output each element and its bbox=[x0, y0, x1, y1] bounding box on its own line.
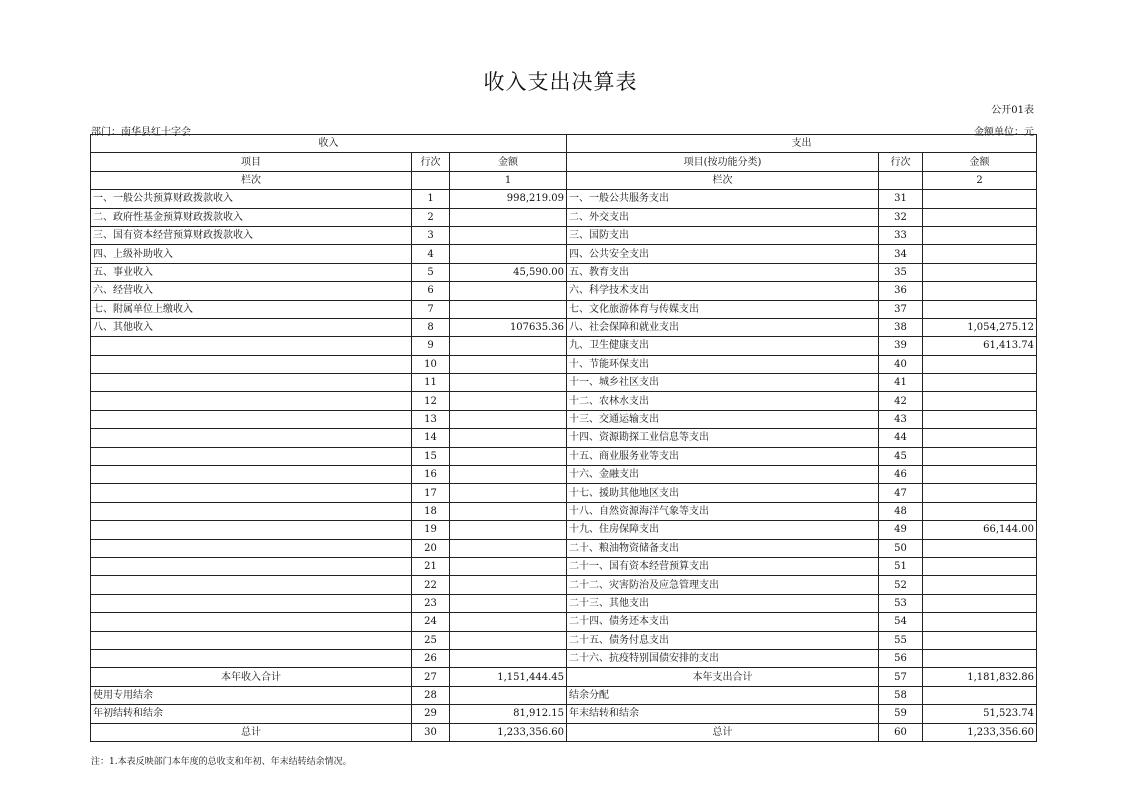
expense-row-no-cell: 36 bbox=[879, 282, 923, 300]
income-row-no-cell: 11 bbox=[412, 374, 450, 392]
table-row bbox=[91, 337, 1037, 355]
expense-amount-cell bbox=[923, 631, 1037, 649]
income-amount-cell bbox=[450, 374, 567, 392]
income-amount-cell bbox=[450, 631, 567, 649]
expense-row-no-cell: 34 bbox=[879, 245, 923, 263]
expense-item-cell: 十六、金融支出 bbox=[567, 466, 879, 484]
income-row-no-cell: 8 bbox=[412, 318, 450, 336]
expense-amount-cell bbox=[923, 355, 1037, 373]
expense-item-cell: 二十一、国有资本经营预算支出 bbox=[567, 557, 879, 575]
income-summary-amount bbox=[450, 686, 567, 704]
table-row bbox=[91, 594, 1037, 612]
income-row-no-cell: 6 bbox=[412, 282, 450, 300]
expense-row-no-cell: 40 bbox=[879, 355, 923, 373]
expense-row-no-cell: 50 bbox=[879, 539, 923, 557]
expense-item-cell: 二十六、抗疫特别国债安排的支出 bbox=[567, 649, 879, 667]
expense-row-no-cell: 37 bbox=[879, 300, 923, 318]
empty-cell bbox=[879, 171, 923, 189]
table-row bbox=[91, 484, 1037, 502]
expense-amount-cell bbox=[923, 429, 1037, 447]
expense-summary-amount bbox=[923, 686, 1037, 704]
form-number: 公开01表 bbox=[991, 105, 1034, 116]
expense-row-no-cell: 58 bbox=[879, 686, 923, 704]
summary-row bbox=[91, 686, 1037, 704]
expense-summary-label: 总计 bbox=[567, 723, 879, 741]
income-amount-cell bbox=[450, 300, 567, 318]
income-amount-cell bbox=[450, 226, 567, 244]
income-row-no-cell: 23 bbox=[412, 594, 450, 612]
income-item-cell bbox=[91, 466, 412, 484]
expense-amount-cell: 61,413.74 bbox=[923, 337, 1037, 355]
table-row bbox=[91, 521, 1037, 539]
expense-item-cell: 七、文化旅游体育与传媒支出 bbox=[567, 300, 879, 318]
table-row bbox=[91, 429, 1037, 447]
income-amount-cell bbox=[450, 245, 567, 263]
income-amount-cell bbox=[450, 410, 567, 428]
table-row bbox=[91, 318, 1037, 336]
income-row-no-cell: 17 bbox=[412, 484, 450, 502]
income-summary-label: 本年收入合计 bbox=[91, 668, 412, 686]
summary-row bbox=[91, 705, 1037, 723]
income-item-cell bbox=[91, 594, 412, 612]
income-row-no-cell: 21 bbox=[412, 557, 450, 575]
expense-item-cell: 四、公共安全支出 bbox=[567, 245, 879, 263]
income-amount-cell bbox=[450, 484, 567, 502]
income-amount-cell: 45,590.00 bbox=[450, 263, 567, 281]
expense-row-no-cell: 33 bbox=[879, 226, 923, 244]
expense-amount-cell bbox=[923, 263, 1037, 281]
expense-amount-cell bbox=[923, 594, 1037, 612]
income-row-no-cell: 7 bbox=[412, 300, 450, 318]
expense-amount-cell bbox=[923, 649, 1037, 667]
table-row bbox=[91, 226, 1037, 244]
summary-row bbox=[91, 723, 1037, 741]
income-item-cell: 七、附属单位上缴收入 bbox=[91, 300, 412, 318]
table-row bbox=[91, 208, 1037, 226]
expense-item-cell: 一、一般公共服务支出 bbox=[567, 190, 879, 208]
expense-summary-label: 结余分配 bbox=[567, 686, 879, 704]
empty-cell bbox=[412, 171, 450, 189]
income-item-cell bbox=[91, 337, 412, 355]
income-amount-cell bbox=[450, 208, 567, 226]
income-row-no-cell: 29 bbox=[412, 705, 450, 723]
income-summary-label: 年初结转和结余 bbox=[91, 705, 412, 723]
expense-row-no-cell: 48 bbox=[879, 502, 923, 520]
expense-amount-cell bbox=[923, 484, 1037, 502]
income-row-no-cell: 22 bbox=[412, 576, 450, 594]
expense-amount-cell bbox=[923, 208, 1037, 226]
expense-amount-cell bbox=[923, 539, 1037, 557]
currency-unit-label: 金额单位：元 bbox=[974, 127, 1034, 138]
income-row-no-cell: 3 bbox=[412, 226, 450, 244]
income-item-cell: 三、国有资本经营预算财政拨款收入 bbox=[91, 226, 412, 244]
expense-amount-cell bbox=[923, 282, 1037, 300]
expense-item-cell: 十三、交通运输支出 bbox=[567, 410, 879, 428]
expense-item-cell: 二十五、债务付息支出 bbox=[567, 631, 879, 649]
income-row-no-cell: 5 bbox=[412, 263, 450, 281]
income-lanci-label: 栏次 bbox=[91, 171, 412, 189]
expense-row-no-cell: 55 bbox=[879, 631, 923, 649]
income-amount-cell bbox=[450, 613, 567, 631]
expense-row-no-cell: 52 bbox=[879, 576, 923, 594]
income-row-no-cell: 4 bbox=[412, 245, 450, 263]
income-row-no-cell: 25 bbox=[412, 631, 450, 649]
page-title: 收入支出决算表 bbox=[483, 70, 638, 94]
expense-item-cell: 二十、粮油物资储备支出 bbox=[567, 539, 879, 557]
income-row-no-cell: 16 bbox=[412, 466, 450, 484]
section-header-row bbox=[91, 135, 1037, 153]
expense-row-no-cell: 31 bbox=[879, 190, 923, 208]
income-item-cell bbox=[91, 355, 412, 373]
column-index-row bbox=[91, 171, 1037, 189]
income-item-cell bbox=[91, 392, 412, 410]
table-row bbox=[91, 300, 1037, 318]
income-amount-cell bbox=[450, 282, 567, 300]
expense-item-cell: 二十三、其他支出 bbox=[567, 594, 879, 612]
expense-row-no-cell: 51 bbox=[879, 557, 923, 575]
table-row bbox=[91, 282, 1037, 300]
table-row bbox=[91, 613, 1037, 631]
income-row-no-header: 行次 bbox=[412, 153, 450, 171]
expense-column-index: 2 bbox=[923, 171, 1037, 189]
income-amount-cell: 998,219.09 bbox=[450, 190, 567, 208]
expense-item-cell: 二、外交支出 bbox=[567, 208, 879, 226]
footnote: 注：1.本表反映部门本年度的总收支和年初、年末结转结余情况。 bbox=[91, 757, 352, 767]
expense-amount-cell bbox=[923, 300, 1037, 318]
expense-row-no-cell: 59 bbox=[879, 705, 923, 723]
table-row bbox=[91, 502, 1037, 520]
income-amount-cell bbox=[450, 392, 567, 410]
expense-row-no-cell: 35 bbox=[879, 263, 923, 281]
income-item-cell: 二、政府性基金预算财政拨款收入 bbox=[91, 208, 412, 226]
income-row-no-cell: 9 bbox=[412, 337, 450, 355]
expense-item-cell: 十五、商业服务业等支出 bbox=[567, 447, 879, 465]
expense-amount-cell: 66,144.00 bbox=[923, 521, 1037, 539]
column-header-row bbox=[91, 153, 1037, 171]
income-row-no-cell: 1 bbox=[412, 190, 450, 208]
expense-amount-cell: 1,054,275.12 bbox=[923, 318, 1037, 336]
expense-item-cell: 十七、援助其他地区支出 bbox=[567, 484, 879, 502]
expense-row-no-cell: 38 bbox=[879, 318, 923, 336]
income-row-no-cell: 2 bbox=[412, 208, 450, 226]
income-item-cell bbox=[91, 539, 412, 557]
income-section-header: 收入 bbox=[91, 135, 567, 153]
expense-summary-amount: 51,523.74 bbox=[923, 705, 1037, 723]
expense-item-header: 项目(按功能分类) bbox=[567, 153, 879, 171]
expense-amount-cell bbox=[923, 226, 1037, 244]
expense-row-no-cell: 32 bbox=[879, 208, 923, 226]
income-item-cell bbox=[91, 484, 412, 502]
income-amount-cell bbox=[450, 447, 567, 465]
income-summary-amount: 81,912.15 bbox=[450, 705, 567, 723]
table-row bbox=[91, 576, 1037, 594]
income-summary-label: 总计 bbox=[91, 723, 412, 741]
income-row-no-cell: 24 bbox=[412, 613, 450, 631]
expense-item-cell: 九、卫生健康支出 bbox=[567, 337, 879, 355]
income-row-no-cell: 26 bbox=[412, 649, 450, 667]
income-item-cell: 四、上级补助收入 bbox=[91, 245, 412, 263]
expense-row-no-cell: 54 bbox=[879, 613, 923, 631]
expense-amount-cell bbox=[923, 410, 1037, 428]
expense-item-cell: 十一、城乡社区支出 bbox=[567, 374, 879, 392]
expense-row-no-cell: 60 bbox=[879, 723, 923, 741]
expense-row-no-cell: 42 bbox=[879, 392, 923, 410]
income-item-cell bbox=[91, 410, 412, 428]
table-row bbox=[91, 355, 1037, 373]
table-row bbox=[91, 374, 1037, 392]
expense-item-cell: 五、教育支出 bbox=[567, 263, 879, 281]
expense-row-no-cell: 39 bbox=[879, 337, 923, 355]
expense-summary-label: 本年支出合计 bbox=[567, 668, 879, 686]
expense-row-no-cell: 44 bbox=[879, 429, 923, 447]
expense-item-cell: 二十四、债务还本支出 bbox=[567, 613, 879, 631]
income-row-no-cell: 14 bbox=[412, 429, 450, 447]
income-row-no-cell: 10 bbox=[412, 355, 450, 373]
expense-row-no-cell: 47 bbox=[879, 484, 923, 502]
income-item-cell bbox=[91, 557, 412, 575]
table-row bbox=[91, 447, 1037, 465]
expense-item-cell: 八、社会保障和就业支出 bbox=[567, 318, 879, 336]
income-amount-cell bbox=[450, 539, 567, 557]
expense-row-no-header: 行次 bbox=[879, 153, 923, 171]
income-item-cell bbox=[91, 374, 412, 392]
expense-amount-cell bbox=[923, 190, 1037, 208]
expense-amount-cell bbox=[923, 466, 1037, 484]
income-expense-table bbox=[90, 134, 1037, 742]
income-row-no-cell: 15 bbox=[412, 447, 450, 465]
expense-row-no-cell: 57 bbox=[879, 668, 923, 686]
income-row-no-cell: 30 bbox=[412, 723, 450, 741]
income-item-cell: 六、经营收入 bbox=[91, 282, 412, 300]
table-row bbox=[91, 631, 1037, 649]
expense-row-no-cell: 49 bbox=[879, 521, 923, 539]
income-item-cell bbox=[91, 521, 412, 539]
expense-item-cell: 十二、农林水支出 bbox=[567, 392, 879, 410]
expense-amount-cell bbox=[923, 576, 1037, 594]
summary-row bbox=[91, 668, 1037, 686]
expense-row-no-cell: 45 bbox=[879, 447, 923, 465]
expense-item-cell: 六、科学技术支出 bbox=[567, 282, 879, 300]
table-row bbox=[91, 539, 1037, 557]
expense-amount-cell bbox=[923, 502, 1037, 520]
table-body bbox=[91, 135, 1037, 742]
expense-amount-cell bbox=[923, 374, 1037, 392]
expense-item-cell: 十、节能环保支出 bbox=[567, 355, 879, 373]
expense-row-no-cell: 53 bbox=[879, 594, 923, 612]
income-column-index: 1 bbox=[450, 171, 567, 189]
income-item-cell bbox=[91, 502, 412, 520]
income-item-cell: 五、事业收入 bbox=[91, 263, 412, 281]
expense-amount-header: 金额 bbox=[923, 153, 1037, 171]
expense-amount-cell bbox=[923, 557, 1037, 575]
income-row-no-cell: 19 bbox=[412, 521, 450, 539]
income-amount-cell bbox=[450, 521, 567, 539]
income-summary-label: 使用专用结余 bbox=[91, 686, 412, 704]
expense-row-no-cell: 41 bbox=[879, 374, 923, 392]
income-amount-cell bbox=[450, 466, 567, 484]
income-item-cell: 八、其他收入 bbox=[91, 318, 412, 336]
income-amount-cell bbox=[450, 576, 567, 594]
income-row-no-cell: 13 bbox=[412, 410, 450, 428]
expense-summary-amount: 1,233,356.60 bbox=[923, 723, 1037, 741]
department-label: 部门：南华县红十字会 bbox=[91, 127, 191, 138]
income-row-no-cell: 20 bbox=[412, 539, 450, 557]
expense-row-no-cell: 56 bbox=[879, 649, 923, 667]
income-amount-cell: 107635.36 bbox=[450, 318, 567, 336]
income-amount-cell bbox=[450, 337, 567, 355]
expense-item-cell: 十八、自然资源海洋气象等支出 bbox=[567, 502, 879, 520]
income-row-no-cell: 27 bbox=[412, 668, 450, 686]
expense-amount-cell bbox=[923, 447, 1037, 465]
income-amount-cell bbox=[450, 429, 567, 447]
income-amount-cell bbox=[450, 594, 567, 612]
table-row bbox=[91, 410, 1037, 428]
income-summary-amount: 1,233,356.60 bbox=[450, 723, 567, 741]
table-row bbox=[91, 245, 1037, 263]
expense-item-cell: 十四、资源勘探工业信息等支出 bbox=[567, 429, 879, 447]
income-row-no-cell: 28 bbox=[412, 686, 450, 704]
income-item-cell bbox=[91, 631, 412, 649]
income-item-cell bbox=[91, 447, 412, 465]
expense-section-header: 支出 bbox=[567, 135, 1037, 153]
income-amount-cell bbox=[450, 649, 567, 667]
expense-item-cell: 三、国防支出 bbox=[567, 226, 879, 244]
expense-summary-amount: 1,181,832.86 bbox=[923, 668, 1037, 686]
table-row bbox=[91, 557, 1037, 575]
income-amount-cell bbox=[450, 557, 567, 575]
income-item-cell bbox=[91, 649, 412, 667]
table-row bbox=[91, 190, 1037, 208]
expense-amount-cell bbox=[923, 392, 1037, 410]
expense-row-no-cell: 46 bbox=[879, 466, 923, 484]
expense-lanci-label: 栏次 bbox=[567, 171, 879, 189]
income-amount-header: 金额 bbox=[450, 153, 567, 171]
expense-amount-cell bbox=[923, 613, 1037, 631]
table-row bbox=[91, 649, 1037, 667]
income-amount-cell bbox=[450, 502, 567, 520]
expense-item-cell: 二十二、灾害防治及应急管理支出 bbox=[567, 576, 879, 594]
table-row bbox=[91, 263, 1037, 281]
table-row bbox=[91, 392, 1037, 410]
table-row bbox=[91, 466, 1037, 484]
income-item-header: 项目 bbox=[91, 153, 412, 171]
income-item-cell: 一、一般公共预算财政拨款收入 bbox=[91, 190, 412, 208]
income-summary-amount: 1,151,444.45 bbox=[450, 668, 567, 686]
income-item-cell bbox=[91, 429, 412, 447]
income-item-cell bbox=[91, 576, 412, 594]
expense-amount-cell bbox=[923, 245, 1037, 263]
expense-summary-label: 年末结转和结余 bbox=[567, 705, 879, 723]
income-row-no-cell: 12 bbox=[412, 392, 450, 410]
income-item-cell bbox=[91, 613, 412, 631]
income-row-no-cell: 18 bbox=[412, 502, 450, 520]
expense-row-no-cell: 43 bbox=[879, 410, 923, 428]
expense-item-cell: 十九、住房保障支出 bbox=[567, 521, 879, 539]
income-amount-cell bbox=[450, 355, 567, 373]
